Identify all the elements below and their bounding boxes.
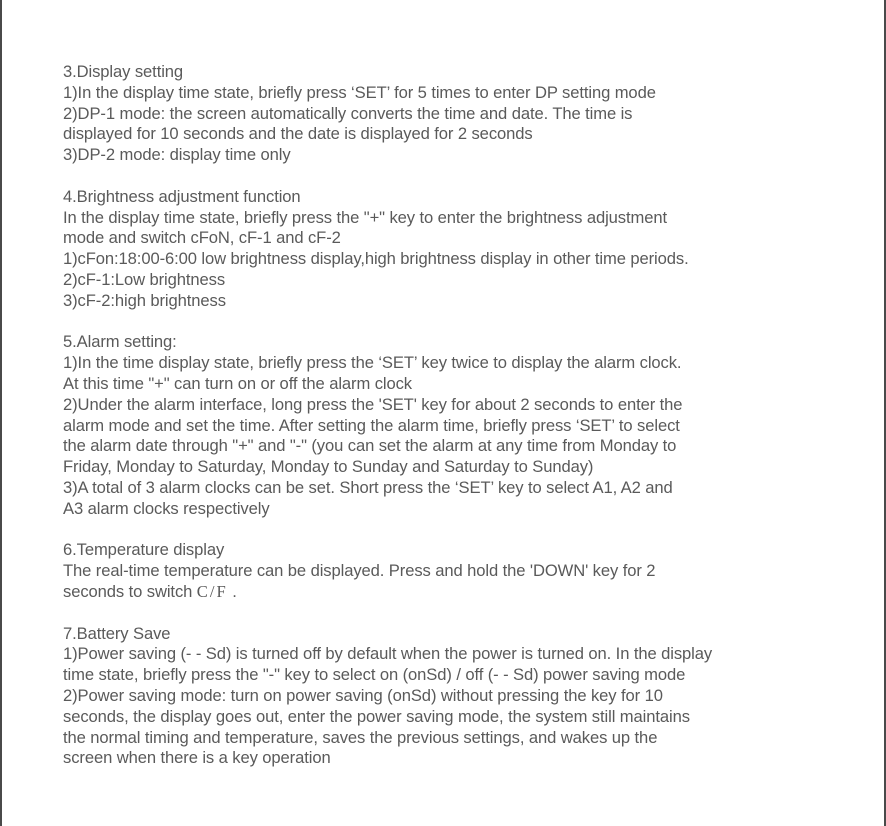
text-line: alarm mode and set the time. After setting the alarm time, briefly press ‘SET’ to select bbox=[63, 415, 680, 435]
text-line: the normal timing and temperature, saves the previous settings, and wakes up the bbox=[63, 727, 658, 747]
section-brightness-adjustment bbox=[63, 187, 863, 312]
section-heading: 4.Brightness adjustment function bbox=[63, 186, 301, 206]
text-line: 2)Under the alarm interface, long press the 'SET' key for about 2 seconds to enter the bbox=[63, 394, 683, 414]
text-line: 2)Power saving mode: turn on power saving (onSd) without pressing the key for 10 bbox=[63, 685, 663, 705]
temperature-unit-label: C/F bbox=[196, 581, 228, 601]
text-fragment: . bbox=[227, 581, 237, 601]
text-line: seconds, the display goes out, enter the power saving mode, the system still maintains bbox=[63, 706, 690, 726]
section-display-setting bbox=[63, 62, 863, 166]
section-temperature-display bbox=[63, 540, 863, 602]
text-line: 2)DP-1 mode: the screen automatically converts the time and date. The time is bbox=[63, 103, 633, 123]
text-line: 3)cF-2:high brightness bbox=[63, 290, 226, 310]
text-line: mode and switch cFoN, cF-1 and cF-2 bbox=[63, 228, 341, 248]
text-line: 1)In the display time state, briefly press ‘SET’ for 5 times to enter DP setting mode bbox=[63, 82, 656, 102]
section-heading: 5.Alarm setting: bbox=[63, 332, 177, 352]
text-line: 3)DP-2 mode: display time only bbox=[63, 145, 291, 165]
instruction-text bbox=[63, 62, 863, 790]
section-heading: 6.Temperature display bbox=[63, 540, 225, 560]
section-heading: 7.Battery Save bbox=[63, 623, 171, 643]
text-line: A3 alarm clocks respectively bbox=[63, 498, 270, 518]
text-line: 1)cFon:18:00-6:00 low brightness display,high brightness display in other time periods. bbox=[63, 249, 689, 269]
text-line: The real-time temperature can be displayed. Press and hold the 'DOWN' key for 2 bbox=[63, 561, 656, 581]
text-line: At this time "+" can turn on or off the alarm clock bbox=[63, 373, 413, 393]
text-line: In the display time state, briefly press the "+" key to enter the brightness adjustment bbox=[63, 207, 667, 227]
section-battery-save bbox=[63, 624, 863, 770]
text-line: time state, briefly press the "-" key to select on (onSd) / off (- - Sd) power saving mode bbox=[63, 665, 686, 685]
text-line: the alarm date through "+" and "-" (you can set the alarm at any time from Monday to bbox=[63, 436, 677, 456]
text-line: screen when there is a key operation bbox=[63, 748, 331, 768]
text-line: Friday, Monday to Saturday, Monday to Sunday and Saturday to Sunday) bbox=[63, 457, 594, 477]
text-fragment: seconds to switch bbox=[63, 581, 197, 601]
section-alarm-setting bbox=[63, 332, 863, 519]
text-line: 3)A total of 3 alarm clocks can be set. Short press the ‘SET’ key to select A1, A2 and bbox=[63, 477, 673, 497]
text-line bbox=[63, 582, 863, 603]
text-line: displayed for 10 seconds and the date is displayed for 2 seconds bbox=[63, 124, 533, 144]
text-line: 1)Power saving (- - Sd) is turned off by default when the power is turned on. In the display bbox=[63, 644, 713, 664]
section-heading: 3.Display setting bbox=[63, 62, 184, 81]
text-line: 2)cF-1:Low brightness bbox=[63, 269, 226, 289]
text-line: 1)In the time display state, briefly press the ‘SET’ key twice to display the alarm clock. bbox=[63, 353, 682, 373]
